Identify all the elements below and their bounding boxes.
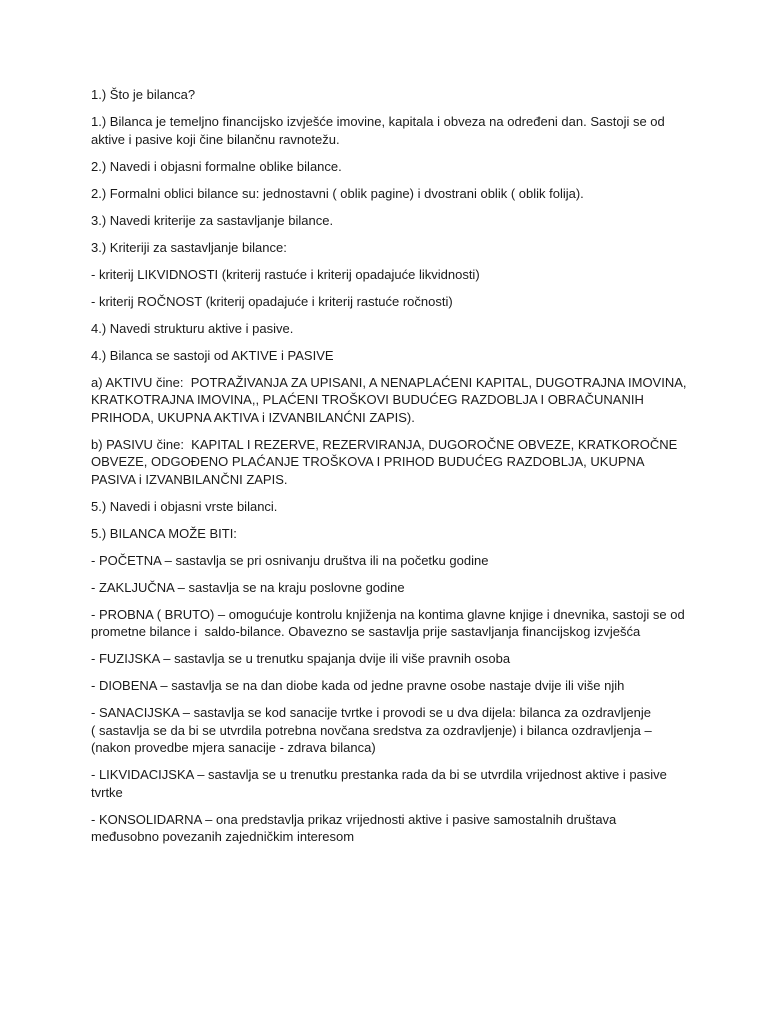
answer-5-item-consolidated: - KONSOLIDARNA – ona predstavlja prikaz vrijednosti aktive i pasive samostalnih društava međusobno povezanih zajedničkim interesom xyxy=(91,811,617,844)
answer-5-item-closing: - ZAKLJUČNA – sastavlja se na kraju poslovne godine xyxy=(91,579,405,595)
question-5: 5.) Navedi i objasni vrste bilanci. xyxy=(91,498,278,514)
answer-3-item-maturity: - kriterij ROČNOST (kriterij opadajuće i kriterij rastuće ročnosti) xyxy=(91,293,453,309)
answer-5-item-liquidation: - LIKVIDACIJSKA – sastavlja se u trenutku prestanka rada da bi se utvrdila vrijednost aktive i pasive tvrtke xyxy=(91,767,671,800)
answer-4-liabilities: b) PASIVU čine: KAPITAL I REZERVE, REZERVIRANJA, DUGOROČNE OBVEZE, KRATKOROČNE OBVEZE, ODGOĐENO PLAĆANJE TROŠKOVA I PRIHOD BUDUĆEG RAZDOBLJA, UKUPNA PASIVA i IZVANBILANČNI ZAPIS. xyxy=(91,436,681,487)
answer-4: 4.) Bilanca se sastoji od AKTIVE i PASIVE xyxy=(91,347,334,363)
document-body xyxy=(91,86,691,855)
question-4: 4.) Navedi strukturu aktive i pasive. xyxy=(91,320,294,336)
answer-3: 3.) Kriteriji za sastavljanje bilance: xyxy=(91,239,287,255)
question-1: 1.) Što je bilanca? xyxy=(91,87,196,102)
answer-4-assets: a) AKTIVU čine: POTRAŽIVANJA ZA UPISANI, A NENAPLAĆENI KAPITAL, DUGOTRAJNA IMOVINA, KRATKOTRAJNA IMOVINA,, PLAĆENI TROŠKOVI BUDUĆEG RAZDOBLJA I OBRAČUNANIH PRIHODA, UKUPNA AKTIVA i IZVANBILANĆNI ZAPIS). xyxy=(91,374,691,425)
question-3: 3.) Navedi kriterije za sastavljanje bilance. xyxy=(91,212,334,228)
question-2: 2.) Navedi i objasni formalne oblike bilance. xyxy=(91,158,342,174)
answer-5-item-division: - DIOBENA – sastavlja se na dan diobe kada od jedne pravne osobe nastaje dvije ili više njih xyxy=(91,678,625,693)
answer-5-item-restructuring: - SANACIJSKA – sastavlja se kod sanacije tvrtke i provodi se u dva dijela: bilanca za ozdravljenje ( sastavlja se da bi se utvrdila potrebna novčana sredstva za ozdravljenje) i bilanca ozdravljenja – (nakon provedbe mjera sanacije - zdrava bilanca) xyxy=(91,705,652,755)
answer-1: 1.) Bilanca je temeljno financijsko izvješće imovine, kapitala i obveza na određeni dan. Sastoji se od aktive i pasive koji čine bilančnu ravnotežu. xyxy=(91,114,669,147)
answer-2: 2.) Formalni oblici bilance su: jednostavni ( oblik pagine) i dvostrani oblik ( oblik folija). xyxy=(91,185,584,201)
answer-5: 5.) BILANCA MOŽE BITI: xyxy=(91,525,237,541)
answer-5-item-opening: - POČETNA – sastavlja se pri osnivanju društva ili na početku godine xyxy=(91,552,489,568)
answer-3-item-liquidity: - kriterij LIKVIDNOSTI (kriterij rastuće i kriterij opadajuće likvidnosti) xyxy=(91,266,480,282)
answer-5-item-merger: - FUZIJSKA – sastavlja se u trenutku spajanja dvije ili više pravnih osoba xyxy=(91,651,511,666)
answer-5-item-trial: - PROBNA ( BRUTO) – omogućuje kontrolu knjiženja na kontima glavne knjige i dnevnika, sastoji se od prometne bilance i saldo-bilance. Obavezno se sastavlja prije sastavljanja financijskog izvješća xyxy=(91,606,689,639)
